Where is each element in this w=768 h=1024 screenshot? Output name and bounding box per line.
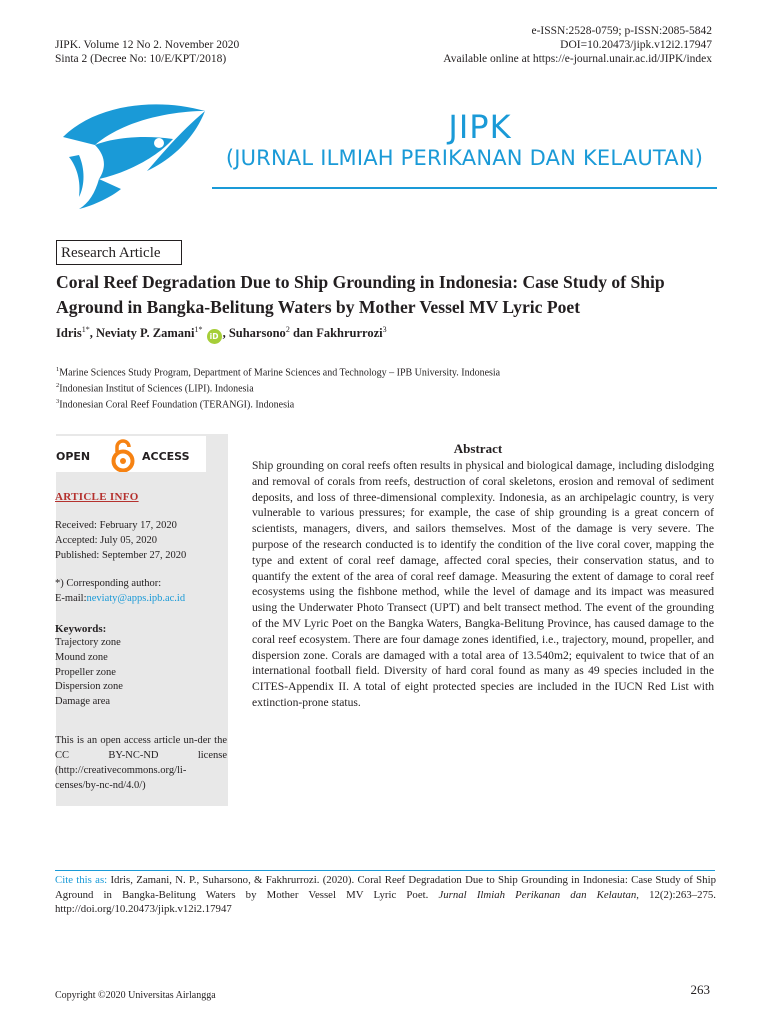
issn-line: e-ISSN:2528-0759; p-ISSN:2085-5842: [531, 25, 712, 37]
affiliation-1-text: Marine Sciences Study Program, Department of Marine Sciences and Technology – IPB University. Indonesia: [59, 367, 501, 379]
author-2: , Neviaty P. Zamani: [89, 326, 195, 341]
affiliation-1-sup: 1: [56, 366, 60, 373]
abstract-heading: Abstract: [453, 441, 503, 456]
orcid-icon[interactable]: iD: [207, 329, 222, 344]
article-title: Coral Reef Degradation Due to Ship Grounding in Indonesia: Case Study of Ship Aground in Bangka-Belitung Waters by Mother Vessel MV Lyric Poet: [56, 272, 665, 317]
author-4-affil: 3: [382, 325, 387, 334]
citation-text: Idris, Zamani, N. P., Suharsono, & Fakhrurrozi. (2020). Coral Reef Degradation Due to Ship Grounding in Indonesia: Case Study of Ship Aground in Bangka-Belitung Waters by Mother Vessel MV Lyric Poet.: [55, 874, 716, 901]
affiliations: [56, 364, 500, 412]
license-statement: This is an open access article un-der the CC BY-NC-ND license (http://creativecommons.org/li-censes/by-nc-nd/4.0/): [55, 735, 227, 791]
corresponding-label: *) Corresponding author:: [55, 578, 162, 589]
doi-line: DOI=10.20473/jipk.v12i2.17947: [560, 39, 712, 51]
keywords-list: [55, 636, 123, 710]
open-access-left-text: OPEN: [56, 450, 91, 463]
journal-full-name: (JURNAL ILMIAH PERIKANAN DAN KELAUTAN): [225, 146, 704, 170]
received-date: Received: February 17, 2020: [55, 520, 177, 531]
citation-label: Cite this as:: [55, 874, 108, 886]
affiliation-2: [56, 380, 500, 396]
published-date: Published: September 27, 2020: [55, 549, 187, 561]
open-access-lock-icon: [108, 438, 138, 472]
journal-volume-line: JIPK. Volume 12 No 2. November 2020: [55, 39, 240, 51]
citation-doi[interactable]: , 12(2):263–275. http://doi.org/10.20473/jipk.v12i2.17947: [55, 888, 716, 915]
keyword-item: Damage area: [55, 696, 111, 708]
affiliation-3-sup: 3: [56, 397, 60, 405]
fish-logo-icon: [55, 97, 215, 212]
corresponding-author: [55, 577, 185, 607]
article-dates: [55, 519, 186, 563]
author-1-star: *: [85, 325, 90, 334]
affiliation-2-sup: 2: [56, 381, 60, 389]
banner-underline: [212, 187, 717, 189]
keyword-item: Propeller zone: [55, 666, 116, 678]
author-1: Idris: [56, 326, 82, 341]
page-number: 263: [690, 982, 710, 997]
citation-block: [55, 873, 716, 917]
keyword-item: Trajectory zone: [55, 637, 121, 648]
running-header-left: [55, 38, 239, 66]
available-online-line: Available online at https://e-journal.unair.ac.id/JIPK/index: [443, 53, 712, 65]
email-link[interactable]: neviaty@apps.ipb.ac.id: [86, 592, 186, 604]
keyword-item: Mound zone: [55, 651, 108, 663]
author-3: , Suharsono: [222, 326, 286, 341]
keyword-item: Dispersion zone: [55, 681, 123, 693]
citation-journal: Jurnal Ilmiah Perikanan dan Kelautan: [438, 888, 637, 901]
affiliation-3-text: Indonesian Coral Reef Foundation (TERANGI). Indonesia: [59, 399, 295, 411]
accepted-date: Accepted: July 05, 2020: [55, 534, 158, 546]
author-4: dan Fakhrurrozi: [289, 326, 383, 341]
affiliation-1: [56, 364, 500, 380]
keywords-heading: Keywords:: [55, 623, 107, 635]
sinta-line: Sinta 2 (Decree No: 10/E/KPT/2018): [55, 53, 227, 65]
author-2-affil: 1: [194, 325, 199, 334]
abstract-body: Ship grounding on coral reefs often results in physical and biological damage, including dislodging and removal of corals from reefs, destruction of coral skeletons, erosion and removal of sediment deposits, and loss of three-dimensional complexity. Indonesia, as an archipelagic country, is very vulnerable to various pressures; for example, the case of ship grounding is a great concern of scientists, managers, divers, and sailors themselves. Most of the damage is very severe. The purpose of the research conducted is to identify the condition of the live coral cover, mapping the type and extent of coral reef damage, affected coral species, their conservation status, and to quantify the extent of the area of coral reef damage. Measuring the extent of damage to coral reef ecosystems using the fishbone method, while the level of damage and its impact was measured using the Underwater Photo Transect (UPT) and belt transect method. The event of the grounding of the MV Lyric Poet on the Bangka Waters, Bangka-Belitung Province, has caused damage to the coral reef ecosystem. There are four damage zones identified, i.e., trajectory, mound, propeller, and dispersion zone. Corals are damaged with a total area of 13.540m2; equivalent to twice that of an international football field. Diversity of hard coral found as many as 49 species included in the CITES-Appendix II. A total of eight protected species are included in the IUCN Red List with extinction-prone status.: [252, 459, 714, 709]
author-list: [56, 325, 387, 344]
affiliation-2-text: Indonesian Institut of Sciences (LIPI). Indonesia: [59, 383, 254, 395]
email-label: E-mail:: [55, 592, 87, 604]
author-3-affil: 2: [285, 325, 290, 334]
affiliation-3: [56, 396, 500, 412]
article-info-heading: ARTICLE INFO: [55, 491, 139, 503]
author-1-affil: 1: [81, 325, 86, 334]
author-2-star: *: [198, 325, 203, 334]
article-type-label: Research Article: [56, 240, 182, 265]
running-header-right: [443, 24, 712, 66]
open-access-right-text: ACCESS: [142, 450, 190, 463]
copyright-notice: Copyright ©2020 Universitas Airlangga: [55, 990, 216, 1001]
journal-acronym: JIPK: [448, 108, 512, 146]
citation-divider: [55, 870, 715, 871]
